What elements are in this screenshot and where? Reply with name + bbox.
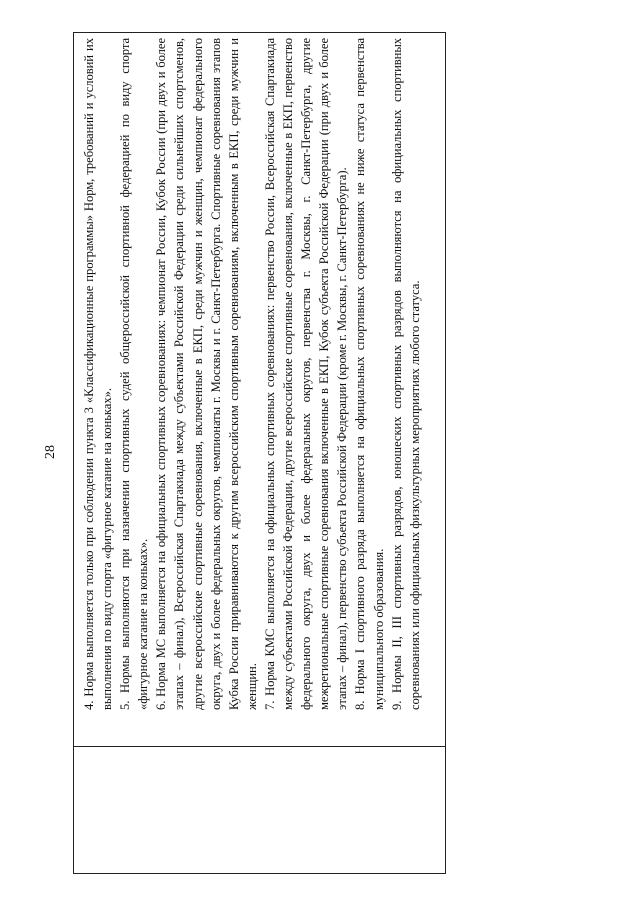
note-7: 7. Норма КМС выполняется на официальных спортивных соревнованиях: первенство России, Всероссийская Спартакиада между субъектами Российской Федерации, другие всероссийские спортивные соревнования, включенные в ЕКП, первенство федерального округа, двух и более федеральных округов, первенства г. Москвы, г. Санкт-Петербурга, другие межрегиональные спортивные соревнования включенные в ЕКП, Кубок субъекта Российской Федерации (при двух и более этапах – финал), первенство субъекта Российской Федерации (кроме г. Москвы, г. Санкт-Петербурга). [262,38,350,710]
rotated-notes-cell [80,38,442,710]
note-8: 8. Норма I спортивного разряда выполняется на официальных спортивных соревнованиях не ниже статуса первенства муниципального образования. [353,38,386,710]
page-number: 28 [43,445,58,459]
note-4: 4. Норма выполняется только при соблюдении пункта 3 «Классификационные программы» Норм, требований и условий их выполнения по виду спорта «фигурное катание на коньках». [82,38,115,710]
note-9: 9. Нормы II, III спортивных разрядов, юношеских спортивных разрядов выполняются на официальных спортивных соревнованиях или официальных физкультурных мероприятиях любого статуса. [389,38,422,710]
notes-list [80,38,424,710]
note-6: 6. Норма МС выполняется на официальных спортивных соревнованиях: чемпионат России, Кубок России (при двух и более этапах – финал), Всероссийская Спартакиада между субъектами Российской Федерации среди сильнейших спортсменов, другие всероссийские спортивные соревнования, включенные в ЕКП, среди мужчин и женщин, чемпионат федерального округа, двух и более федеральных округов, чемпионаты г. Москвы и г. Санкт-Петербурга. Спортивные соревнования этапов Кубка России приравниваются к другим всероссийским спортивным соревнованиям, включенным в ЕКП, среди мужчин и женщин. [154,38,259,710]
note-5: 5. Нормы выполняются при назначении спортивных судей общероссийской спортивной федерацией по виду спорта «фигурное катание на коньках». [118,38,151,710]
table-column-divider [74,746,445,747]
